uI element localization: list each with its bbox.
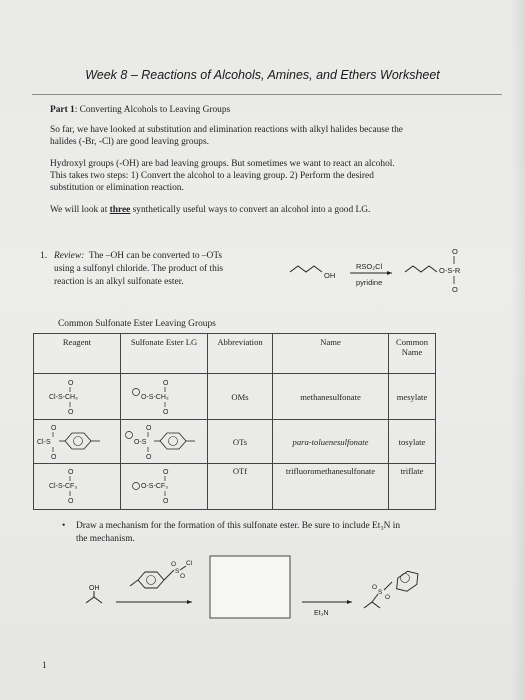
bullet-dot: • (62, 521, 66, 531)
reagent-structure (34, 420, 121, 464)
item1-review: Review: (54, 251, 85, 261)
arrow-1-head (187, 600, 192, 604)
table-row (34, 420, 436, 464)
tscl-o2: O (180, 573, 186, 580)
svg-text:O: O (51, 453, 57, 461)
mscl-formula: Cl-S-CH₃ (49, 393, 78, 401)
mscl-structure (37, 376, 117, 416)
common-name-cell: triflate (389, 464, 436, 510)
item1-line2: using a sulfonyl chloride. The product of this (54, 264, 224, 274)
mesylate-formula: O-S-CH₃ (141, 393, 169, 401)
svg-text:O: O (163, 379, 169, 387)
abbr-cell: OTs (208, 420, 273, 464)
table-row (34, 464, 436, 510)
name-cell: trifluoromethanesulfonate (273, 464, 389, 510)
ester-o-top: O (452, 247, 458, 256)
leaving-groups-table (33, 333, 436, 510)
svg-text:O: O (68, 497, 74, 505)
item1-line1-text: The –OH can be converted to –OTs (88, 251, 223, 261)
svg-text:O: O (68, 408, 74, 416)
lg-structure (121, 464, 208, 510)
ester-chain (405, 266, 437, 272)
item1-number: 1. (40, 251, 48, 261)
bullet-line1: Draw a mechanism for the formation of this sulfonate ester. Be sure to include Et₃N in (76, 521, 401, 531)
lg-structure (121, 420, 208, 464)
para3-bold: three (109, 205, 131, 215)
product-skeleton (364, 602, 380, 608)
name-cell: methanesulfonate (273, 374, 389, 420)
common-name-cell: tosylate (389, 420, 436, 464)
answer-box[interactable] (210, 556, 290, 618)
alcohol-chain (290, 266, 322, 272)
arrow-head (387, 271, 392, 275)
page-shadow (511, 0, 525, 700)
alcohol-oh-label: OH (89, 585, 100, 592)
para2-line1: Hydroxyl groups (-OH) are bad leaving groups. But sometimes we want to react an alcohol. (50, 159, 395, 169)
header-reagent: Reagent (34, 334, 121, 374)
triflate-formula: O-S-CF₃ (141, 482, 168, 490)
tosylate-structure (121, 421, 207, 461)
mechanism-scheme (80, 548, 440, 630)
para3-post: synthetically useful ways to convert an alcohol into a good LG. (130, 205, 371, 215)
part-heading (50, 104, 230, 116)
table-header-row (34, 334, 436, 374)
svg-text:O: O (163, 497, 169, 505)
arrow-2-head (347, 600, 352, 604)
tscl-structure (34, 421, 120, 461)
sulfonylation-scheme (280, 240, 490, 302)
para1-line2: halides (-Br, -Cl) are good leaving groups. (50, 137, 209, 147)
triflate-structure (124, 465, 204, 507)
isopropanol-skeleton (86, 597, 102, 603)
abbr-cell: OTf (208, 464, 273, 510)
reagent-structure (34, 374, 121, 420)
svg-text:O: O (51, 424, 57, 432)
tscl-formula: Cl-S (37, 438, 51, 446)
oh-label: OH (324, 271, 336, 280)
product-o2: O (385, 594, 391, 601)
tfcl-structure (37, 465, 117, 507)
product-o1: O (372, 584, 378, 591)
svg-text:O: O (146, 424, 152, 432)
para2-line2: This takes two steps: 1) Convert the alcohol to a leaving group. 2) Perform the desired (50, 171, 374, 181)
reagent-structure (34, 464, 121, 510)
svg-text:O: O (163, 408, 169, 416)
name-cell: para-toluenesulfonate (273, 420, 389, 464)
para1-line1: So far, we have looked at substitution and elimination reactions with alkyl halides because the (50, 125, 403, 135)
page-title: Week 8 – Reactions of Alcohols, Amines, and Ethers Worksheet (85, 68, 440, 82)
header-name: Name (273, 334, 389, 374)
common-name-cell: mesylate (389, 374, 436, 420)
part-heading-label: Part 1 (50, 105, 75, 115)
product-ring (392, 567, 422, 595)
tosylate-formula: O-S (134, 438, 147, 446)
ester-s-r: O-S-R (439, 266, 461, 275)
lg-structure (121, 374, 208, 420)
title-rule (32, 94, 502, 95)
part-heading-text: : Converting Alcohols to Leaving Groups (74, 105, 231, 115)
header-abbreviation: Abbreviation (208, 334, 273, 374)
para3 (50, 204, 370, 216)
tscl-ring (138, 572, 164, 588)
svg-text:O: O (146, 453, 152, 461)
ester-o-bottom: O (452, 285, 458, 294)
para2-line3: substitution or elimination reaction. (50, 183, 184, 193)
product-aromatic (401, 574, 410, 583)
base-label: Et₃N (314, 610, 329, 617)
item1-line1 (54, 250, 222, 262)
table-row (34, 374, 436, 420)
header-sulfonate-lg: Sulfonate Ester LG (121, 334, 208, 374)
svg-text:O: O (68, 468, 74, 476)
tscl-aromatic (147, 576, 156, 585)
solvent-label: pyridine (356, 278, 383, 287)
header-common-name: Common Name (389, 334, 436, 374)
page-number: 1 (42, 661, 47, 671)
tscl-s: S (175, 568, 180, 575)
abbr-cell: OMs (208, 374, 273, 420)
reagent-label: RSO₂Cl (356, 262, 383, 271)
table-caption: Common Sulfonate Ester Leaving Groups (58, 319, 216, 329)
product-s-ring-bond (384, 582, 392, 590)
tscl-cl: Cl (186, 560, 193, 567)
product-s: S (378, 589, 383, 596)
item1-line3: reaction is an alkyl sulfonate ester. (54, 277, 184, 287)
bullet-line2: the mechanism. (76, 534, 135, 544)
tscl-ring-s-bond (164, 570, 174, 580)
para3-pre: We will look at (50, 205, 110, 215)
mesylate-structure (124, 376, 204, 416)
tscl-o1: O (171, 561, 177, 568)
svg-text:O: O (163, 468, 169, 476)
svg-text:O: O (68, 379, 74, 387)
tscl-methyl (130, 580, 138, 586)
tfcl-formula: Cl-S-CF₃ (49, 482, 78, 490)
